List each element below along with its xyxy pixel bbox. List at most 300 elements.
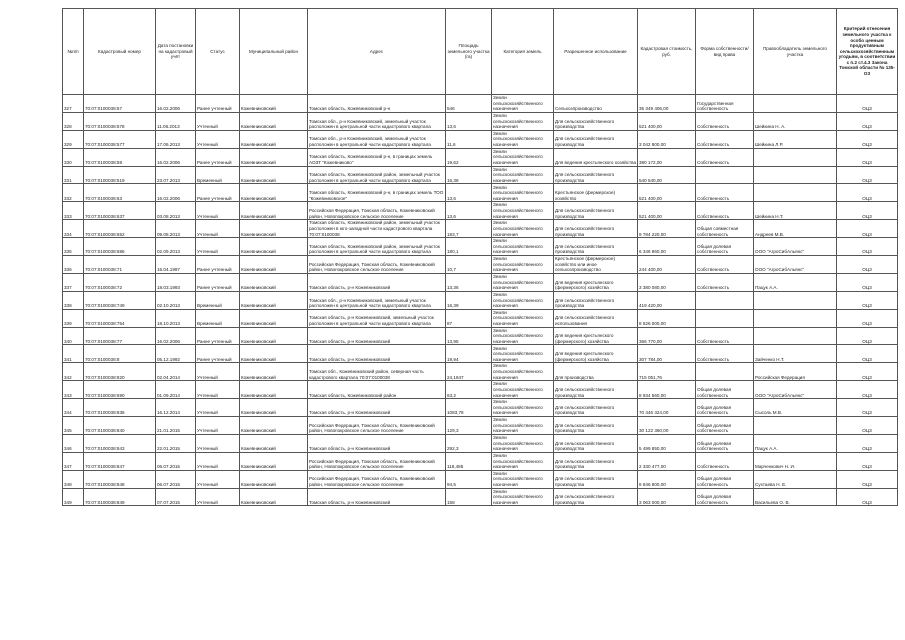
header-permitted-use: Разрешенное использование <box>554 9 638 95</box>
cell-criterion: ОЦ3 <box>837 381 898 399</box>
cell-permitted-use: Для производства <box>554 363 638 381</box>
cell-status: Учтенный <box>196 202 240 220</box>
table-row <box>63 220 898 238</box>
table-row <box>63 452 898 470</box>
cell-ownership-form: Общая долевая собственность <box>696 434 754 452</box>
cell-status: Учтенный <box>196 417 240 435</box>
cell-cadastral-value: 521 400,00 <box>638 184 696 202</box>
cell-district: Кожевниковский <box>240 399 308 417</box>
cell-permitted-use: Для сельскохозяйственного производства <box>554 166 638 184</box>
cell-cadastral-value: 419 420,00 <box>638 291 696 309</box>
cell-number: 344 <box>63 399 84 417</box>
cell-cadastral-value: 2 330 477,00 <box>638 452 696 470</box>
cell-number: 335 <box>63 238 84 256</box>
cell-cadastral-value: 30 122 360,00 <box>638 417 696 435</box>
cell-status: Учтенный <box>196 470 240 488</box>
cell-area: 158 <box>446 488 492 506</box>
cell-ownership-form: Общая долевая собственность <box>696 470 754 488</box>
cell-address: Томская область, р-н Кожевниковский <box>308 434 446 452</box>
cell-cadastral-number: 70:07:0100038:72 <box>84 273 156 291</box>
cell-number: 327 <box>63 95 84 113</box>
cell-number: 342 <box>63 363 84 381</box>
cell-address: Томская область, р-н Кожевниковский, земельный участок расположен в центральной части кадастрового квартала <box>308 309 446 327</box>
cell-owner: Шейкина Л.Р. <box>754 130 837 148</box>
cell-cadastral-number: 70:07:0100038:652 <box>84 220 156 238</box>
cell-status: Учтенный <box>196 238 240 256</box>
cell-land-category: Земли сельскохозяйственного назначения <box>492 291 554 309</box>
cell-criterion: ОЦ3 <box>837 452 898 470</box>
cell-status: Ранее учтенный <box>196 327 240 345</box>
cell-registration-date: 06.07.2015 <box>156 470 196 488</box>
cell-ownership-form <box>696 166 754 184</box>
cell-ownership-form: Собственность <box>696 202 754 220</box>
cell-owner: Сухтаева Н. Е. <box>754 470 837 488</box>
cell-area: 180,1 <box>446 238 492 256</box>
cell-owner: ООО "АгроСибАльянс" <box>754 238 837 256</box>
cell-cadastral-number: 70:07:0100038:848 <box>84 470 156 488</box>
cell-number: 328 <box>63 112 84 130</box>
cell-status: Учтенный <box>196 488 240 506</box>
table-row <box>63 166 898 184</box>
cell-permitted-use: Для сельскохозяйственного производства <box>554 381 638 399</box>
cell-criterion: ОЦ3 <box>837 470 898 488</box>
cell-status: Ранее учтенный <box>196 148 240 166</box>
cell-ownership-form: Собственность <box>696 148 754 166</box>
cell-area: 24,1847 <box>446 363 492 381</box>
table-row <box>63 202 898 220</box>
cell-registration-date: 02.04.2014 <box>156 363 196 381</box>
cell-ownership-form: Собственность <box>696 273 754 291</box>
cell-ownership-form: Общая долевая собственность <box>696 381 754 399</box>
cell-address: Томская обл., р-н Кожевниковский, земельный участок расположен в центральной части кадастрового квартала <box>308 130 446 148</box>
cell-permitted-use: Для сельскохозяйственного производства <box>554 112 638 130</box>
cell-district: Кожевниковский <box>240 112 308 130</box>
header-owner: Правообладатель земельного участка <box>754 9 837 95</box>
cell-owner: Сысоль М.В. <box>754 399 837 417</box>
cell-land-category: Земли сельскохозяйственного назначения <box>492 184 554 202</box>
cell-owner: Шейкина Н. А. <box>754 112 837 130</box>
cell-cadastral-number: 70:07:0100038:690 <box>84 381 156 399</box>
cell-district: Кожевниковский <box>240 95 308 113</box>
header-status: Статус <box>196 9 240 95</box>
cell-area: 129,3 <box>446 417 492 435</box>
cell-land-category: Земли сельскохозяйственного назначения <box>492 95 554 113</box>
cell-cadastral-value: 244 400,00 <box>638 256 696 274</box>
cell-number: 330 <box>63 148 84 166</box>
header-area: Площадь земельного участка (га) <box>446 9 492 95</box>
cell-status: Учтенный <box>196 112 240 130</box>
cell-area: 19,62 <box>446 148 492 166</box>
cell-status: Учтенный <box>196 399 240 417</box>
cell-district: Кожевниковский <box>240 434 308 452</box>
cell-ownership-form: Общая совместная собственность <box>696 220 754 238</box>
cell-number: 346 <box>63 434 84 452</box>
cell-cadastral-number: 70:07:0100038:820 <box>84 363 156 381</box>
cell-area: 13,6 <box>446 202 492 220</box>
cell-address: Российская Федерация, Томская область, Кожевниковский район, Новопокровское сельское поселение <box>308 470 446 488</box>
cell-ownership-form <box>696 363 754 381</box>
cell-ownership-form: Собственность <box>696 184 754 202</box>
cell-criterion: ОЦ3 <box>837 130 898 148</box>
cell-status: Учтенный <box>196 220 240 238</box>
cell-cadastral-number: 70:07:0100038:77 <box>84 327 156 345</box>
cell-address: Томская область, Кожевниковский район, земельный участок расположен в юго-западной части кадастрового квартала 70:07:0100038 <box>308 220 446 238</box>
cell-ownership-form <box>696 291 754 309</box>
table-row <box>63 273 898 291</box>
cell-owner: Шейкина Н.Т. <box>754 202 837 220</box>
cell-number: 347 <box>63 452 84 470</box>
cell-criterion: ОЦ3 <box>837 399 898 417</box>
cell-number: 338 <box>63 291 84 309</box>
cell-owner: Российская Федерация <box>754 363 837 381</box>
cell-ownership-form: Общая долевая собственность <box>696 399 754 417</box>
cell-owner: ООО "АгроСибАльянс" <box>754 256 837 274</box>
cell-cadastral-number: 70:07:0100038:849 <box>84 488 156 506</box>
table-row <box>63 399 898 417</box>
table-row <box>63 381 898 399</box>
cell-district: Кожевниковский <box>240 309 308 327</box>
cell-criterion: ОЦ3 <box>837 148 898 166</box>
cell-address: Томская область, р-н Кожевниковский <box>308 273 446 291</box>
cell-district: Кожевниковский <box>240 291 308 309</box>
cell-permitted-use: Сельхозпроизводство <box>554 95 638 113</box>
cell-area: 292,3 <box>446 434 492 452</box>
cell-area: 13,6 <box>446 184 492 202</box>
header-criterion: Критерий отнесения земельного участка к особо ценным продуктивным сельскохозяйственным угодьям, в соответствии с п.2 ст.4.3 Закона Томской области № 135-ОЗ <box>837 9 898 95</box>
cell-ownership-form: Общая долевая собственность <box>696 417 754 435</box>
header-land-category: Категория земель <box>492 9 554 95</box>
cell-area: 19,94 <box>446 345 492 363</box>
cell-cadastral-number: 70:07:0100038:686 <box>84 238 156 256</box>
cell-permitted-use: Крестьянское (фермерское) хозяйство <box>554 184 638 202</box>
cell-district: Кожевниковский <box>240 148 308 166</box>
cell-number: 336 <box>63 256 84 274</box>
cell-cadastral-value: 521 400,00 <box>638 112 696 130</box>
cell-status: Ранее учтенный <box>196 256 240 274</box>
cell-address: Российская Федерация, Томская область, Кожевниковский район, Новопокровское сельское поселение <box>308 256 446 274</box>
cell-permitted-use: Для сельскохозяйственного производства <box>554 470 638 488</box>
cell-permitted-use: Для сельскохозяйственного производства <box>554 238 638 256</box>
cell-cadastral-number: 70:07:0100038:637 <box>84 202 156 220</box>
cell-registration-date: 02.10.2013 <box>156 291 196 309</box>
cell-cadastral-number: 70:07:0100038:578 <box>84 112 156 130</box>
cell-cadastral-number: 70:07:0100038:836 <box>84 399 156 417</box>
cell-address: Томская область, Кожевниковский район <box>308 381 446 399</box>
cell-owner <box>754 166 837 184</box>
cell-cadastral-number: 70:07:0100038:57 <box>84 95 156 113</box>
cell-number: 349 <box>63 488 84 506</box>
cell-land-category: Земли сельскохозяйственного назначения <box>492 345 554 363</box>
cell-criterion: ОЦ3 <box>837 184 898 202</box>
cell-number: 332 <box>63 184 84 202</box>
cell-area: 13,95 <box>446 327 492 345</box>
cell-address: Томская область, Кожевниковский р-н, в границах земель АОЗТ "Кожевниково" <box>308 148 446 166</box>
cell-permitted-use: Для ведения крестьянского (фермерского) хозяйства <box>554 327 638 345</box>
cell-registration-date: 18.10.2013 <box>156 309 196 327</box>
cell-district: Кожевниковский <box>240 363 308 381</box>
cell-owner: ООО "АгроСибАльянс" <box>754 381 837 399</box>
cell-registration-date: 16.02.2006 <box>156 327 196 345</box>
cell-registration-date: 23.07.2013 <box>156 166 196 184</box>
cell-number: 331 <box>63 166 84 184</box>
header-ownership-form: Форма собственности/вид права <box>696 9 754 95</box>
cell-district: Кожевниковский <box>240 452 308 470</box>
cell-land-category: Земли сельскохозяйственного назначения <box>492 220 554 238</box>
cell-permitted-use: Для сельскохозяйственного производства <box>554 202 638 220</box>
cell-ownership-form: Собственность <box>696 327 754 345</box>
cell-cadastral-value: 307 784,00 <box>638 345 696 363</box>
cell-criterion: ОЦ3 <box>837 309 898 327</box>
cell-permitted-use: Для сельскохозяйственного производства <box>554 417 638 435</box>
cell-cadastral-value: 8 526 000,00 <box>638 309 696 327</box>
cell-cadastral-value: 9 784 220,00 <box>638 220 696 238</box>
cell-land-category: Земли сельскохозяйственного назначения <box>492 112 554 130</box>
cell-owner <box>754 148 837 166</box>
cell-criterion: ОЦ3 <box>837 166 898 184</box>
cell-number: 348 <box>63 470 84 488</box>
cell-permitted-use: Для сельскохозяйственного производства <box>554 434 638 452</box>
cell-permitted-use: Для сельскохозяйственного производства <box>554 130 638 148</box>
cell-cadastral-number: 70:07:0100038:71 <box>84 256 156 274</box>
cell-status: Ранее учтенный <box>196 184 240 202</box>
cell-permitted-use: Для ведения крестьянского (фермерского) хозяйства <box>554 273 638 291</box>
cell-registration-date: 16.12.2014 <box>156 399 196 417</box>
table-row <box>63 112 898 130</box>
cell-ownership-form: Общая долевая собственность <box>696 488 754 506</box>
cell-land-category: Земли сельскохозяйственного назначения <box>492 399 554 417</box>
cell-number: 337 <box>63 273 84 291</box>
table-row <box>63 256 898 274</box>
cell-registration-date: 11.06.2013 <box>156 112 196 130</box>
cell-area: 13,6 <box>446 112 492 130</box>
table-row <box>63 434 898 452</box>
cell-district: Кожевниковский <box>240 184 308 202</box>
header-number: №п/п <box>63 9 84 95</box>
cell-status: Ранее учтенный <box>196 273 240 291</box>
cell-criterion: ОЦ3 <box>837 327 898 345</box>
cell-owner <box>754 184 837 202</box>
cell-land-category: Земли сельскохозяйственного назначения <box>492 488 554 506</box>
cell-land-category: Земли сельскохозяйственного назначения <box>492 381 554 399</box>
cell-registration-date: 16.02.2006 <box>156 184 196 202</box>
cell-criterion: ОЦ3 <box>837 434 898 452</box>
cell-permitted-use: Для сельскохозяйственного производства <box>554 220 638 238</box>
cell-owner <box>754 309 837 327</box>
cell-status: Учтенный <box>196 381 240 399</box>
cell-cadastral-value: 380 172,00 <box>638 148 696 166</box>
cell-status: Учтенный <box>196 452 240 470</box>
cell-permitted-use: Для сельскохозяйственного производства <box>554 399 638 417</box>
cell-cadastral-value: 6 346 860,00 <box>638 238 696 256</box>
cell-permitted-use: Для сельскохозяйственного производства <box>554 488 638 506</box>
cell-district: Кожевниковский <box>240 417 308 435</box>
cell-district: Кожевниковский <box>240 238 308 256</box>
table-row <box>63 184 898 202</box>
cell-registration-date: 02.09.2013 <box>156 238 196 256</box>
cell-area: 118,485 <box>446 452 492 470</box>
cell-status: Учтенный <box>196 130 240 148</box>
cell-land-category: Земли сельскохозяйственного назначения <box>492 434 554 452</box>
cell-registration-date: 17.06.2013 <box>156 130 196 148</box>
cell-land-category: Земли сельскохозяйственного назначения <box>492 452 554 470</box>
cell-status: Ранее учтенный <box>196 95 240 113</box>
cell-permitted-use: Для ведения крестьянского (фермерского) хозяйства <box>554 345 638 363</box>
cell-cadastral-value: 540 540,00 <box>638 166 696 184</box>
cell-owner: Пацук А.А. <box>754 434 837 452</box>
cell-cadastral-value: 715 051,76 <box>638 363 696 381</box>
cell-owner: Зайченко Н.Т. <box>754 345 837 363</box>
cell-district: Кожевниковский <box>240 166 308 184</box>
cell-area: 546 <box>446 95 492 113</box>
cell-cadastral-value: 35 349 406,00 <box>638 95 696 113</box>
cell-number: 339 <box>63 309 84 327</box>
cell-land-category: Земли сельскохозяйственного назначения <box>492 166 554 184</box>
table-row <box>63 363 898 381</box>
cell-area: 16,38 <box>446 166 492 184</box>
cell-registration-date: 18.03.1993 <box>156 273 196 291</box>
cell-address: Российская Федерация, Томская область, Кожевниковский район, Новопокровское сельское поселение <box>308 452 446 470</box>
header-registration-date: Дата постановки на кадастровый учёт <box>156 9 196 95</box>
cell-ownership-form <box>696 309 754 327</box>
cell-district: Кожевниковский <box>240 381 308 399</box>
cell-address: Томская область, р-н Кожевниковский <box>308 399 446 417</box>
cell-district: Кожевниковский <box>240 220 308 238</box>
cell-permitted-use: Для сельскохозяйственного использования <box>554 309 638 327</box>
cell-registration-date: 21.01.2015 <box>156 417 196 435</box>
table-row <box>63 95 898 113</box>
cell-registration-date: 15.04.1997 <box>156 256 196 274</box>
cell-criterion: ОЦ3 <box>837 202 898 220</box>
cell-cadastral-number: 70:07:0100038:63 <box>84 184 156 202</box>
cell-district: Кожевниковский <box>240 345 308 363</box>
cell-owner: Пацук А.А. <box>754 273 837 291</box>
table-row <box>63 309 898 327</box>
cell-area: 1083,78 <box>446 399 492 417</box>
cell-criterion: ОЦ3 <box>837 256 898 274</box>
cell-criterion: ОЦ3 <box>837 417 898 435</box>
cell-cadastral-number: 70:07:0100038:840 <box>84 417 156 435</box>
cell-ownership-form: Собственность <box>696 112 754 130</box>
cell-address: Российская Федерация, Томская область, Кожевниковский район, Новопокровское сельское поселение <box>308 202 446 220</box>
cell-address: Томская обл., Кожевниковский район, северная часть кадастрового квартала 70:07:0100038 <box>308 363 446 381</box>
cell-area: 10,7 <box>446 256 492 274</box>
cell-area: 87 <box>446 309 492 327</box>
cell-cadastral-value: 521 400,00 <box>638 202 696 220</box>
header-address: Адрес <box>308 9 446 95</box>
cell-area: 16,39 <box>446 291 492 309</box>
cell-registration-date: 03.08.2013 <box>156 202 196 220</box>
cell-cadastral-number: 70:07:0100038:8 <box>84 345 156 363</box>
cell-status: Временный <box>196 291 240 309</box>
cell-criterion: ОЦ3 <box>837 291 898 309</box>
cell-land-category: Земли сельскохозяйственного назначения <box>492 130 554 148</box>
cell-registration-date: 01.09.2014 <box>156 381 196 399</box>
cell-ownership-form: Собственность <box>696 256 754 274</box>
cell-registration-date: 06.07.2015 <box>156 452 196 470</box>
table-row <box>63 488 898 506</box>
cell-criterion: ОЦ3 <box>837 112 898 130</box>
cell-owner <box>754 417 837 435</box>
cell-district: Кожевниковский <box>240 470 308 488</box>
cell-owner <box>754 95 837 113</box>
cell-address: Томская область, р-н Кожевниковский <box>308 488 446 506</box>
cell-registration-date: 16.02.2006 <box>156 95 196 113</box>
cell-address: Томская обл., р-н Кожевниковский, земельный участок расположен в центральной части кадастрового квартала <box>308 112 446 130</box>
cell-cadastral-number: 70:07:0100038:577 <box>84 130 156 148</box>
cell-criterion: ОЦ3 <box>837 95 898 113</box>
cell-address: Томская область, Кожевниковский район, земельный участок расположен в центральной части кадастрового квартала <box>308 238 446 256</box>
cell-address: Томская область, Кожевниковский р-н <box>308 95 446 113</box>
cell-area: 63,2 <box>446 381 492 399</box>
cell-cadastral-value: 3 063 000,00 <box>638 488 696 506</box>
table-row <box>63 238 898 256</box>
cell-land-category: Земли сельскохозяйственного назначения <box>492 256 554 274</box>
cell-district: Кожевниковский <box>240 488 308 506</box>
cell-number: 329 <box>63 130 84 148</box>
cell-cadastral-value: 366 770,00 <box>638 327 696 345</box>
cell-address: Томская область, Кожевниковский район, земельный участок расположен в центральной части кадастрового квартала <box>308 166 446 184</box>
cell-criterion: ОЦ3 <box>837 238 898 256</box>
cell-cadastral-number: 70:07:0100038:519 <box>84 166 156 184</box>
table-row <box>63 291 898 309</box>
cell-land-category: Земли сельскохозяйственного назначения <box>492 363 554 381</box>
cell-owner <box>754 327 837 345</box>
cell-ownership-form: Собственность <box>696 452 754 470</box>
cell-status: Учтенный <box>196 363 240 381</box>
cell-cadastral-number: 70:07:0100038:58 <box>84 148 156 166</box>
cell-address: Российская Федерация, Томская область, Кожевниковский район, Новопокровское сельское поселение <box>308 417 446 435</box>
cell-cadastral-number: 70:07:0100038:847 <box>84 452 156 470</box>
cell-registration-date: 07.07.2015 <box>156 488 196 506</box>
cell-cadastral-number: 70:07:0100038:843 <box>84 434 156 452</box>
cell-number: 334 <box>63 220 84 238</box>
cell-district: Кожевниковский <box>240 273 308 291</box>
cell-ownership-form: Государственная собственность <box>696 95 754 113</box>
header-cadastral-value: Кадастровая стоимость, руб. <box>638 9 696 95</box>
cell-ownership-form: Собственность <box>696 345 754 363</box>
cell-permitted-use: Для сельскохозяйственного производства <box>554 291 638 309</box>
table-row <box>63 327 898 345</box>
cell-address: Томская область, р-н Кожевниковский <box>308 345 446 363</box>
cell-criterion: ОЦ3 <box>837 220 898 238</box>
cell-number: 333 <box>63 202 84 220</box>
cell-criterion: ОЦ3 <box>837 345 898 363</box>
table-row <box>63 148 898 166</box>
cell-criterion: ОЦ3 <box>837 488 898 506</box>
header-district: Муниципальный район <box>240 9 308 95</box>
cell-status: Временный <box>196 309 240 327</box>
cell-owner: Андреев М.В. <box>754 220 837 238</box>
cell-owner: Васильева О. В. <box>754 488 837 506</box>
cell-registration-date: 05.12.1992 <box>156 345 196 363</box>
cell-cadastral-value: 8 934 560,00 <box>638 381 696 399</box>
cell-address: Томская область, р-н Кожевниковский <box>308 327 446 345</box>
cell-registration-date: 22.01.2015 <box>156 434 196 452</box>
cell-land-category: Земли сельскохозяйственного назначения <box>492 309 554 327</box>
table-body <box>63 95 898 506</box>
cell-address: Томская область, Кожевниковский р-н, в границах земель ТОО "Кожевниковское" <box>308 184 446 202</box>
cell-area: 183,7 <box>446 220 492 238</box>
cell-number: 340 <box>63 327 84 345</box>
cell-cadastral-value: 70 446 324,00 <box>638 399 696 417</box>
cell-area: 94,5 <box>446 470 492 488</box>
cell-land-category: Земли сельскохозяйственного назначения <box>492 327 554 345</box>
cell-land-category: Земли сельскохозяйственного назначения <box>492 470 554 488</box>
cadastral-table <box>62 8 898 506</box>
cell-area: 13,36 <box>446 273 492 291</box>
cell-criterion: ОЦ3 <box>837 363 898 381</box>
cell-registration-date: 09.08.2013 <box>156 220 196 238</box>
